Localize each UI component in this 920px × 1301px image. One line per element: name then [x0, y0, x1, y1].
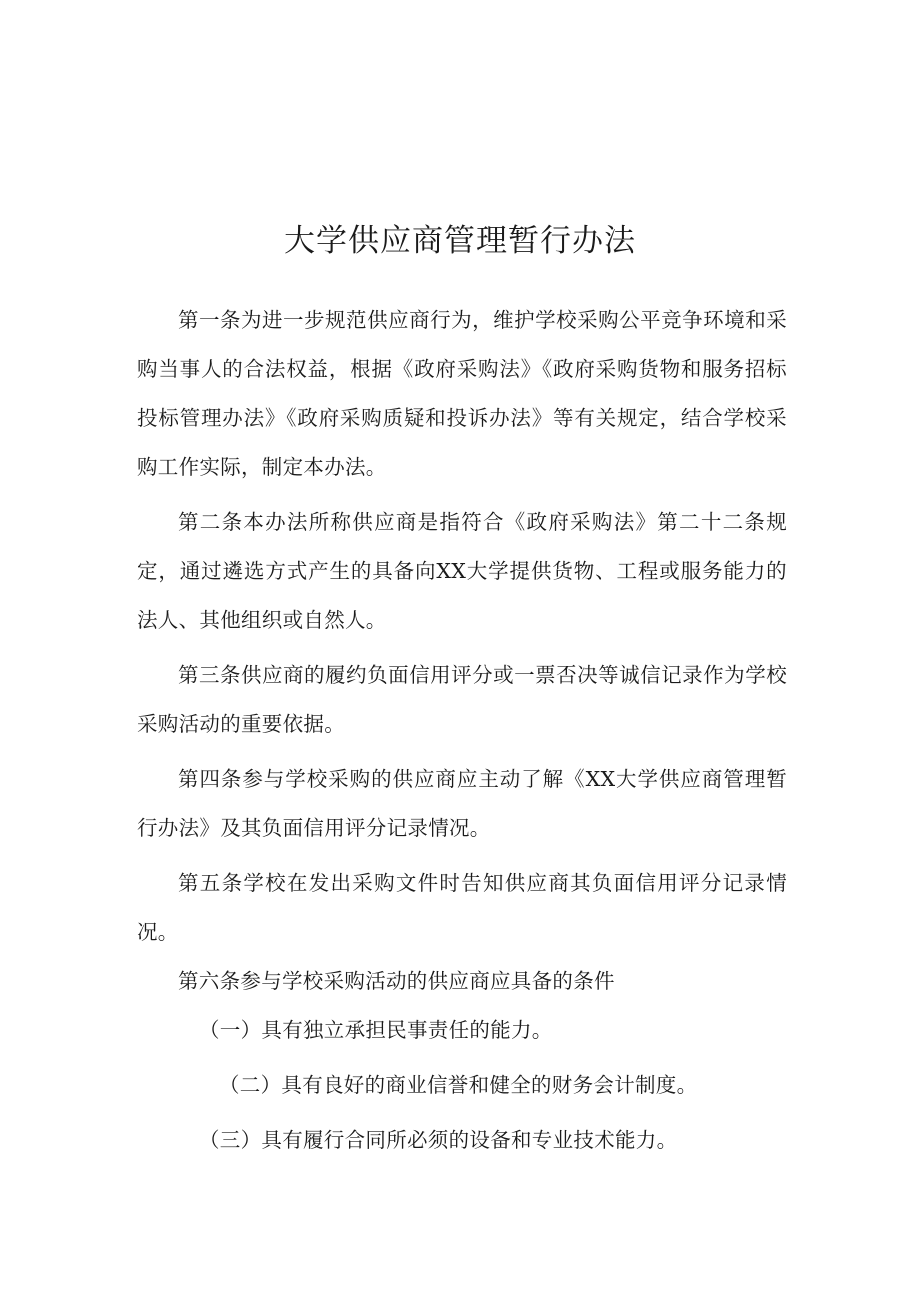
article-2: 第二条本办法所称供应商是指符合《政府采购法》第二十二条规定，通过遴选方式产生的具备向XX大学提供货物、工程或服务能力的法人、其他组织或自然人。: [137, 510, 787, 632]
article-6: 第六条参与学校采购活动的供应商应具备的条件: [178, 969, 615, 993]
article-4: 第四条参与学校采购的供应商应主动了解《XX大学供应商管理暂行办法》及其负面信用评分记录情况。: [137, 767, 787, 840]
article-5: 第五条学校在发出采购文件时告知供应商其负面信用评分记录情况。: [137, 871, 787, 944]
condition-item-2: （二）具有良好的商业信誉和健全的财务会计制度。: [219, 1073, 698, 1097]
document-body: [137, 296, 787, 1165]
condition-item-1: （一）具有独立承担民事责任的能力。: [199, 1018, 553, 1042]
condition-item-3: （三）具有履行合同所必须的设备和专业技术能力。: [199, 1128, 678, 1152]
article-3: 第三条供应商的履约负面信用评分或一票否决等诚信记录作为学校采购活动的重要依据。: [137, 663, 787, 736]
document-title: 大学供应商管理暂行办法: [284, 223, 636, 259]
article-1: 第一条为进一步规范供应商行为，维护学校采购公平竞争环境和采购当事人的合法权益，根据《政府采购法》《政府采购货物和服务招标投标管理办法》《政府采购质疑和投诉办法》等有关规定，结合学校采购工作实际，制定本办法。: [137, 308, 787, 479]
